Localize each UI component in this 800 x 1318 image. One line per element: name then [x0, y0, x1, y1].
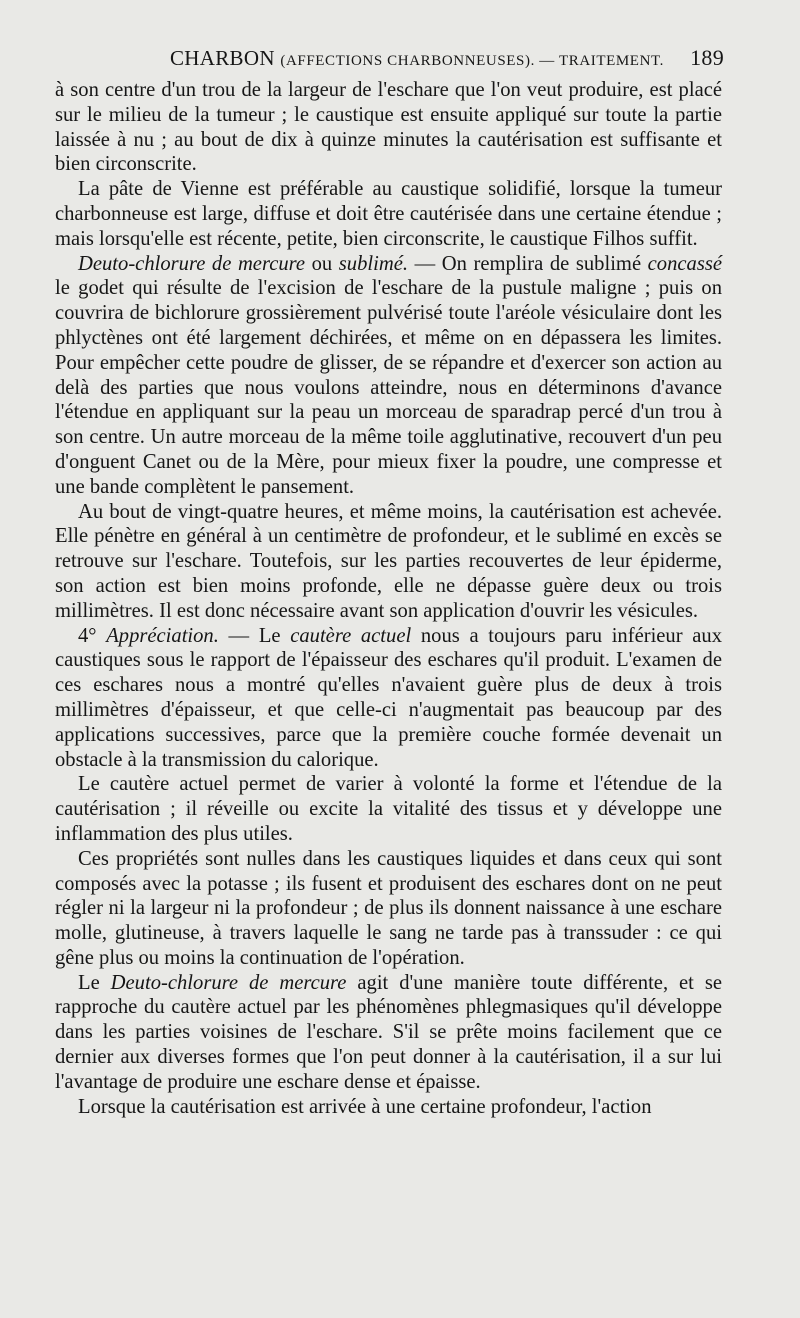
- text-run: Lorsque la cautérisation est arrivée à une certaine profondeur, l'action: [78, 1095, 652, 1118]
- paragraph-1: [55, 78, 722, 177]
- body-text: [55, 78, 722, 1119]
- text-run: La pâte de Vienne est préférable au caustique solidifié, lorsque la tumeur charbonneuse est large, diffuse et doit être cautérisée dans une certaine étendue ; mais lorsqu'elle est récente, petite, bien circonscrite, le caustique Filhos suffit.: [55, 178, 722, 250]
- running-head: [55, 40, 722, 70]
- text-run: à son centre d'un trou de la largeur de l'eschare que l'on veut produire, est placé sur le milieu de la tumeur ; le caustique est ensuite appliqué sur toute la partie laissée à nu ; au bout de dix à quinze minutes la cautérisation est suffisante et bien circonscrite.: [55, 79, 722, 176]
- text-run: Ces propriétés sont nulles dans les caustiques liquides et dans ceux qui sont composés avec la potasse ; ils fusent et produisent des eschares dont on ne peut régler ni la largeur ni la profondeur ; de plus ils donnent naissance à une eschare molle, glutineuse, à travers laquelle le sang ne tarde pas à transsuder : ce qui gêne plus ou moins la continuation de l'opération.: [55, 847, 722, 969]
- paragraph-8: [55, 971, 722, 1095]
- italic-text: sublimé.: [338, 252, 409, 275]
- page-number: 189: [690, 45, 724, 70]
- paragraph-7: [55, 847, 722, 971]
- text-run: — On remplira de sublimé: [408, 252, 648, 275]
- text-run: ou: [305, 252, 339, 275]
- italic-text: Deuto-chlorure de mercure: [78, 252, 306, 275]
- text-run: le godet qui résulte de l'excision de l'eschare de la pustule maligne ; puis on couvrira de bichlorure grossièrement pulvérisé toute l'aréole vésiculaire dont les phlyctènes ont été largement déchirées, et même on en dépassera les limites. Pour empêcher cette poudre de glisser, de se répandre et d'exercer son action au delà des parties que nous voulons atteindre, nous en déterminons d'avance l'étendue en appliquant sur la peau un morceau de sparadrap percé d'un trou à son centre. Un autre morceau de la même toile agglutinative, recouvert d'un peu d'onguent Canet ou de la Mère, pour mieux fixer la poudre, une compresse et une bande complètent le pansement.: [55, 277, 722, 498]
- italic-text: Appréciation.: [106, 624, 219, 647]
- text-run: Au bout de vingt-quatre heures, et même moins, la cautérisation est achevée. Elle pénètre en général à un centimètre de profondeur, et le sublimé en excès se retrouve sur l'eschare. Toutefois, sur les parties recouvertes de leur épiderme, son action est bien moins profonde, elle ne dépasse guère deux ou trois millimètres. Il est donc nécessaire avant son application d'ouvrir les vésicules.: [55, 500, 722, 622]
- italic-text: concassé: [647, 252, 723, 275]
- running-title-sub: (AFFECTIONS CHARBONNEUSES). — TRAITEMENT.: [280, 53, 664, 69]
- text-run: 4°: [78, 624, 107, 647]
- paragraph-6: [55, 772, 722, 846]
- paragraph-4: [55, 500, 722, 624]
- paragraph-2: [55, 177, 722, 251]
- text-run: — Le: [218, 624, 291, 647]
- paragraph-5: [55, 624, 722, 773]
- paragraph-3: [55, 252, 722, 500]
- text-run: Le: [78, 971, 111, 994]
- paragraph-9: [55, 1095, 722, 1120]
- italic-text: cautère actuel: [290, 624, 412, 647]
- text-run: agit d'une manière toute différente, et se rapproche du cautère actuel par les phénomènes phlegmasiques qu'il développe dans les parties voisines de l'eschare. S'il se prête moins facilement que ce dernier aux diverses formes que l'on peut donner à la cautérisation, il a sur lui l'avantage de produire une eschare dense et épaisse.: [55, 971, 722, 1093]
- running-title-main: CHARBON: [170, 46, 275, 70]
- italic-text: Deuto-chlorure de mercure: [110, 971, 347, 994]
- text-run: Le cautère actuel permet de varier à volonté la forme et l'étendue de la cautérisation ; il réveille ou excite la vitalité des tissus et y développe une inflammation des plus utiles.: [55, 773, 722, 845]
- text-run: nous a toujours paru inférieur aux caustiques sous le rapport de l'épaisseur des eschares qu'il produit. L'examen de ces eschares nous a montré qu'elles n'avaient guère plus de deux à trois millimètres d'épaisseur, et que celle-ci n'augmentait pas beaucoup par des applications successives, parce que la première couche formée devenait un obstacle à la transmission du calorique.: [55, 624, 722, 771]
- running-title: [170, 46, 664, 71]
